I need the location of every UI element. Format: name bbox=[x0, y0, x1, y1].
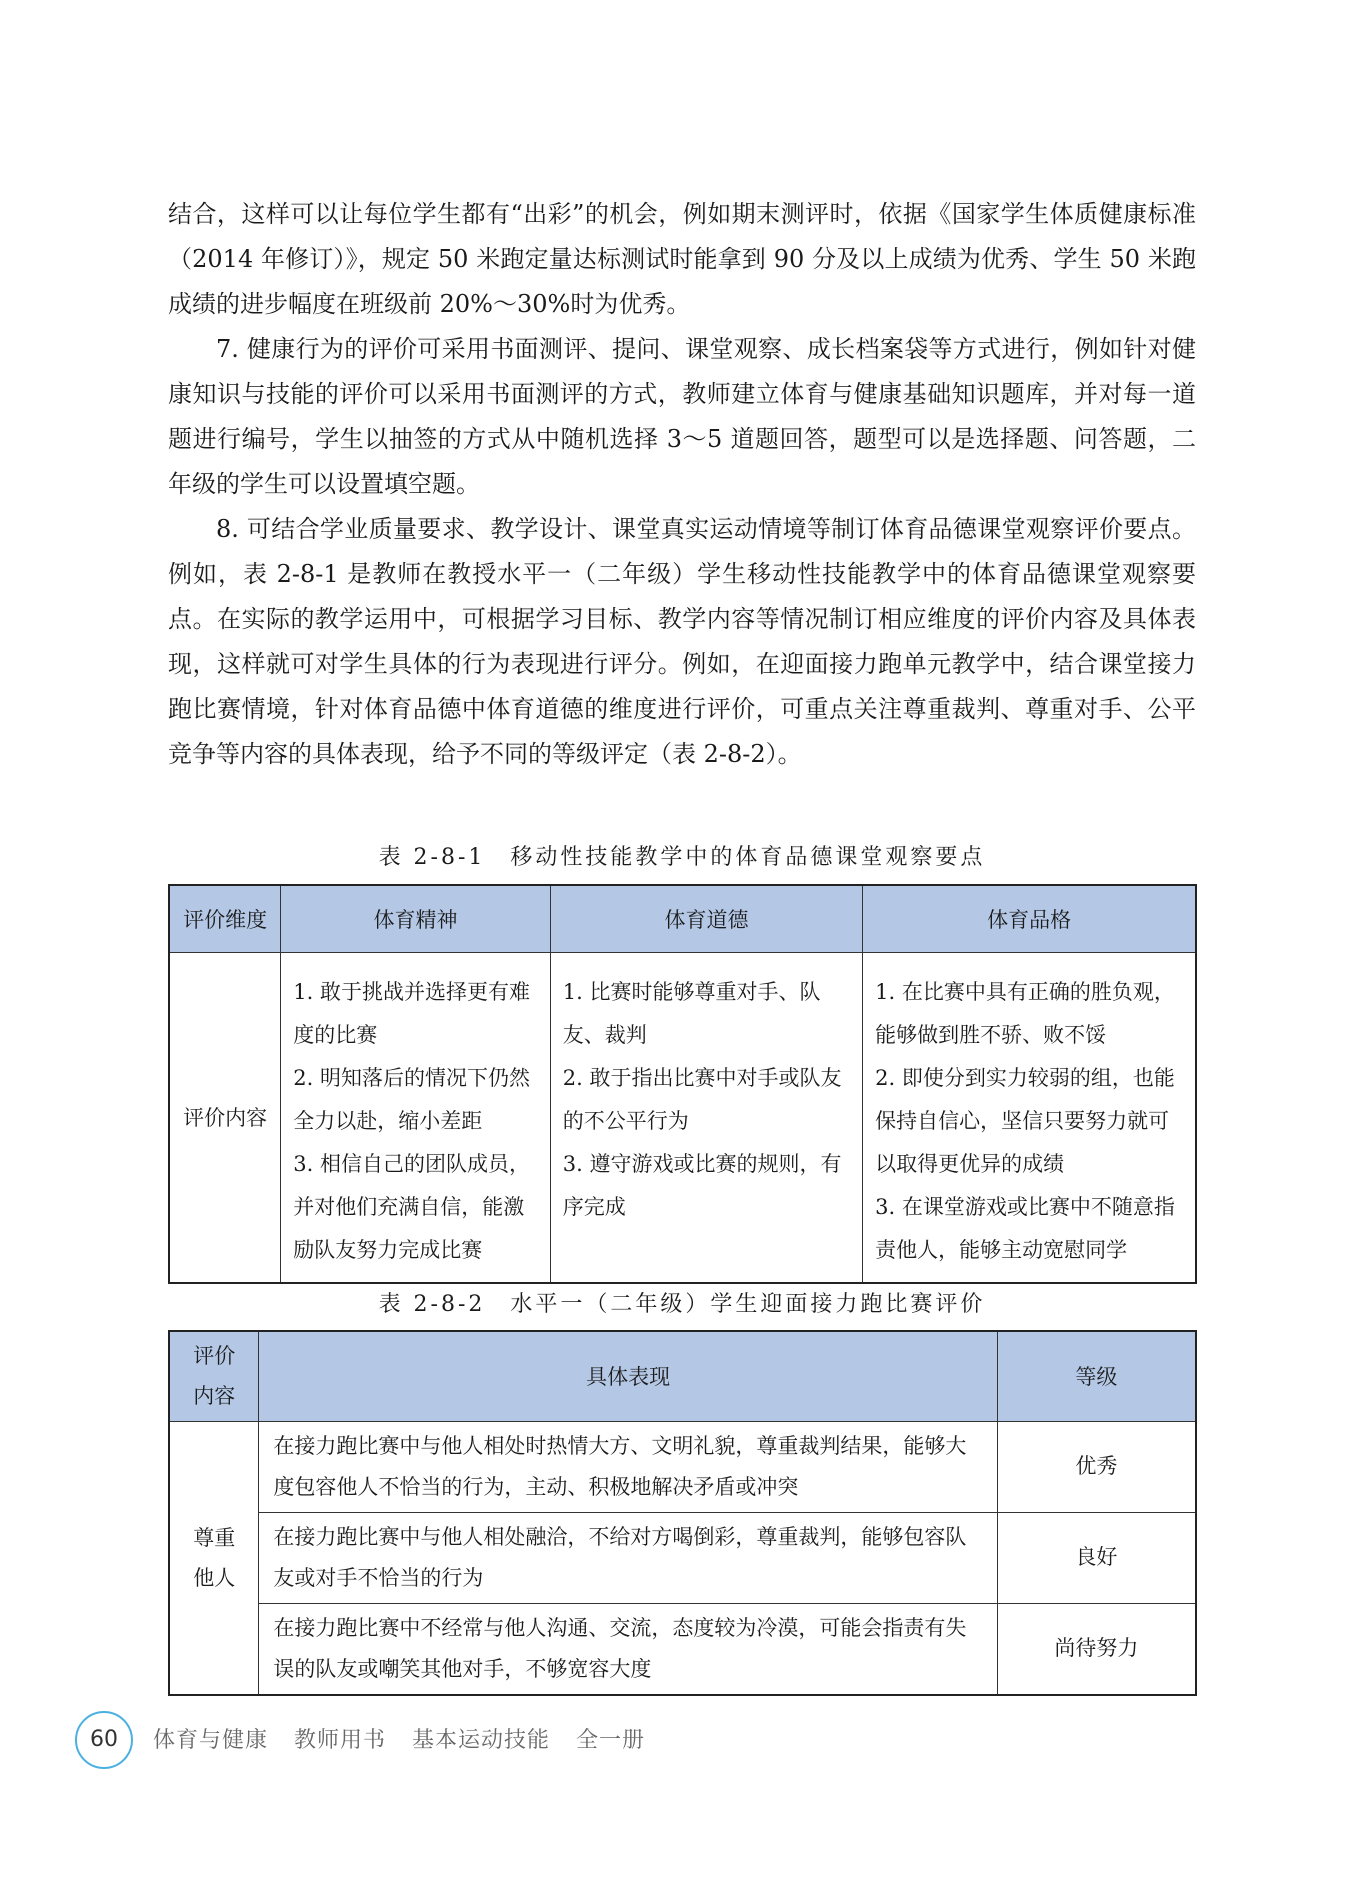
list-item: 2. 敢于指出比赛中对手或队友的不公平行为 bbox=[562, 1065, 842, 1133]
table1-header-row bbox=[169, 885, 1196, 952]
book-title-type: 教师用书 bbox=[294, 1728, 387, 1753]
table2-grade: 良好 bbox=[997, 1512, 1196, 1603]
table1-header-character: 体育品格 bbox=[863, 885, 1196, 952]
list-item: 3. 相信自己的团队成员，并对他们充满自信，能激励队友努力完成比赛 bbox=[293, 1151, 531, 1262]
table-row bbox=[169, 1421, 1196, 1512]
table2-caption: 表 2-8-2 水平一（二年级）学生迎面接力跑比赛评价 bbox=[378, 1292, 986, 1317]
table2-header-performance: 具体表现 bbox=[259, 1331, 997, 1421]
evaluation-table bbox=[168, 1330, 1197, 1696]
table2-desc: 在接力跑比赛中与他人相处时热情大方、文明礼貌，尊重裁判结果，能够大度包容他人不恰当的行为，主动、积极地解决矛盾或冲突 bbox=[259, 1421, 997, 1512]
book-title-topic: 基本运动技能 bbox=[412, 1728, 551, 1753]
table1-cell-spirit bbox=[281, 952, 550, 1283]
paragraph-3: 8. 可结合学业质量要求、教学设计、课堂真实运动情境等制订体育品德课堂观察评价要点。例如，表 2-8-1 是教师在教授水平一（二年级）学生移动性技能教学中的体育品德课堂观察要点。在实际的教学运用中，可根据学习目标、教学内容等情况制订相应维度的评价内容及具体表现，这样就可对学生具体的行为表现进行评分。例如，在迎面接力跑单元教学中，结合课堂接力跑比赛情境，针对体育品德中体育道德的维度进行评价，可重点关注尊重裁判、尊重对手、公平竞争等内容的具体表现，给予不同的等级评定（表 2-8-2）。 bbox=[168, 515, 1196, 768]
table2-desc: 在接力跑比赛中与他人相处融洽，不给对方喝倒彩，尊重裁判，能够包容队友或对手不恰当的行为 bbox=[259, 1512, 997, 1603]
list-item: 2. 明知落后的情况下仍然全力以赴，缩小差距 bbox=[293, 1065, 531, 1133]
table2-desc: 在接力跑比赛中不经常与他人沟通、交流，态度较为冷漠，可能会指责有失误的队友或嘲笑其他对手，不够宽容大度 bbox=[259, 1603, 997, 1695]
observation-table bbox=[168, 884, 1197, 1284]
list-item: 1. 敢于挑战并选择更有难度的比赛 bbox=[293, 979, 531, 1047]
table1-caption: 表 2-8-1 移动性技能教学中的体育品德课堂观察要点 bbox=[378, 845, 986, 870]
table1-header-ethics: 体育道德 bbox=[550, 885, 862, 952]
list-item: 3. 在课堂游戏或比赛中不随意指责他人，能够主动宽慰同学 bbox=[875, 1194, 1175, 1262]
table2-grade: 优秀 bbox=[997, 1421, 1196, 1512]
table2-header-content: 评价内容 bbox=[169, 1331, 259, 1421]
table2-header-row bbox=[169, 1331, 1196, 1421]
page-number: 60 bbox=[75, 1711, 133, 1769]
table1-header-dimension: 评价维度 bbox=[169, 885, 281, 952]
table1-cell-character bbox=[863, 952, 1196, 1283]
list-item: 1. 比赛时能够尊重对手、队友、裁判 bbox=[562, 979, 821, 1047]
table1-header-spirit: 体育精神 bbox=[281, 885, 550, 952]
table2-row-label: 尊重他人 bbox=[169, 1421, 259, 1695]
table2-header-grade: 等级 bbox=[997, 1331, 1196, 1421]
table1-row-label: 评价内容 bbox=[169, 952, 281, 1283]
paragraph-1: 结合，这样可以让每位学生都有“出彩”的机会，例如期末测评时，依据《国家学生体质健康标准（2014 年修订）》，规定 50 米跑定量达标测试时能拿到 90 分及以上成绩为优秀、学生 50 米跑成绩的进步幅度在班级前 20%～30%时为优秀。 bbox=[168, 200, 1196, 318]
book-title-name: 体育与健康 bbox=[153, 1728, 269, 1753]
paragraph-2: 7. 健康行为的评价可采用书面测评、提问、课堂观察、成长档案袋等方式进行，例如针对健康知识与技能的评价可以采用书面测评的方式，教师建立体育与健康基础知识题库，并对每一道题进行编号，学生以抽签的方式从中随机选择 3～5 道题回答，题型可以是选择题、问答题，二年级的学生可以设置填空题。 bbox=[168, 335, 1196, 498]
table1-row bbox=[169, 952, 1196, 1283]
table-row bbox=[169, 1512, 1196, 1603]
book-title bbox=[153, 1723, 663, 1754]
table2-grade: 尚待努力 bbox=[997, 1603, 1196, 1695]
table-row bbox=[169, 1603, 1196, 1695]
list-item: 1. 在比赛中具有正确的胜负观，能够做到胜不骄、败不馁 bbox=[875, 979, 1175, 1047]
list-item: 2. 即使分到实力较弱的组，也能保持自信心，坚信只要努力就可以取得更优异的成绩 bbox=[875, 1065, 1175, 1176]
book-title-volume: 全一册 bbox=[576, 1728, 646, 1753]
table1-cell-ethics bbox=[550, 952, 862, 1283]
list-item: 3. 遵守游戏或比赛的规则，有序完成 bbox=[562, 1151, 842, 1219]
